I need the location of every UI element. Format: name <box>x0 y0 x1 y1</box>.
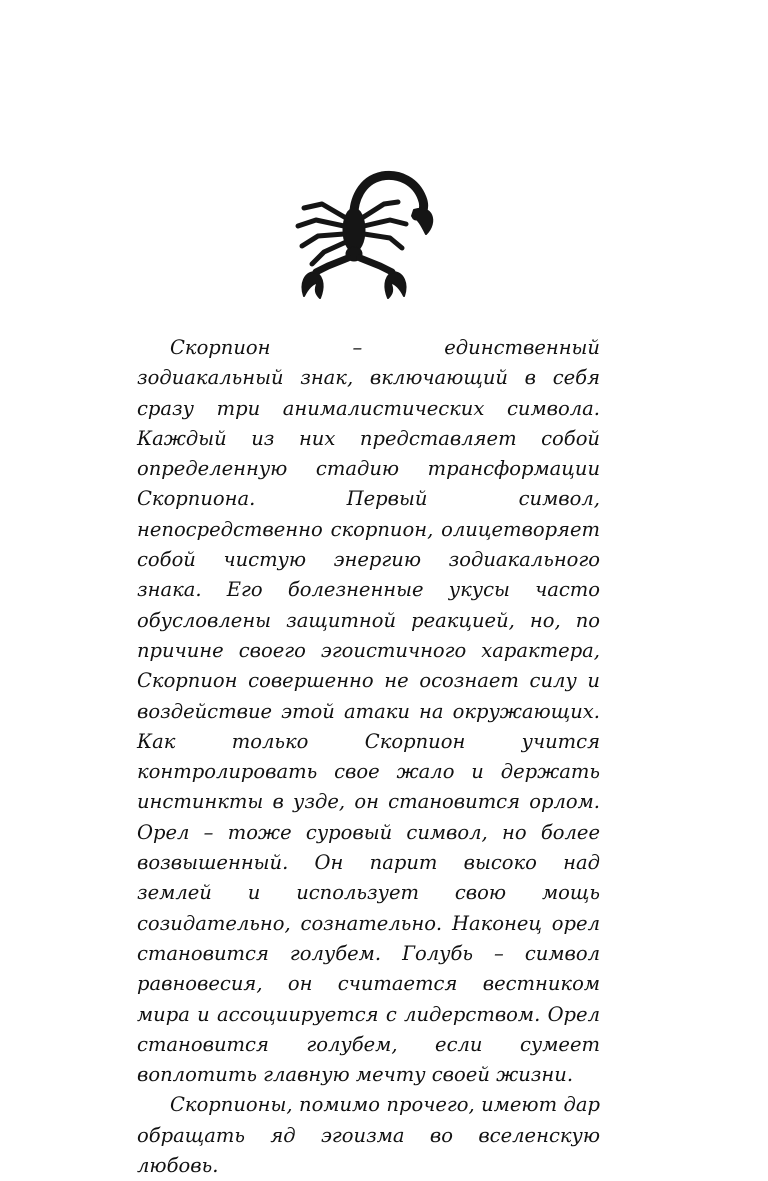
scorpion-icon <box>292 160 442 300</box>
body-text <box>137 333 600 1181</box>
paragraph: Скорпион – единственный зодиакальный знак, включающий в себя сразу три анималистических символа. Каждый из них представляет собой определенную стадию трансформации Скорпиона. Первый символ, непосредственно скорпион, олицетворяет собой чистую энергию зодиакального знака. Его болезненные укусы часто обусловлены защитной реакцией, но, по причине своего эгоистичного характера, Скорпион совершенно не осознает силу и воздействие этой атаки на окружающих. Как только Скорпион учится контролировать свое жало и держать инстинкты в узде, он становится орлом. Орел – тоже суровый символ, но более возвышенный. Он парит высоко над землей и использует свою мощь созидательно, сознательно. Наконец орел становится голубем. Голубь – символ равновесия, он считается вестником мира и ассоциируется с лидерством. Орел становится голубем, если сумеет воплотить главную мечту своей жизни. <box>137 336 600 1087</box>
paragraph: Скорпионы, помимо прочего, имеют дар обращать яд эгоизма во вселенскую любовь. <box>137 1093 600 1178</box>
